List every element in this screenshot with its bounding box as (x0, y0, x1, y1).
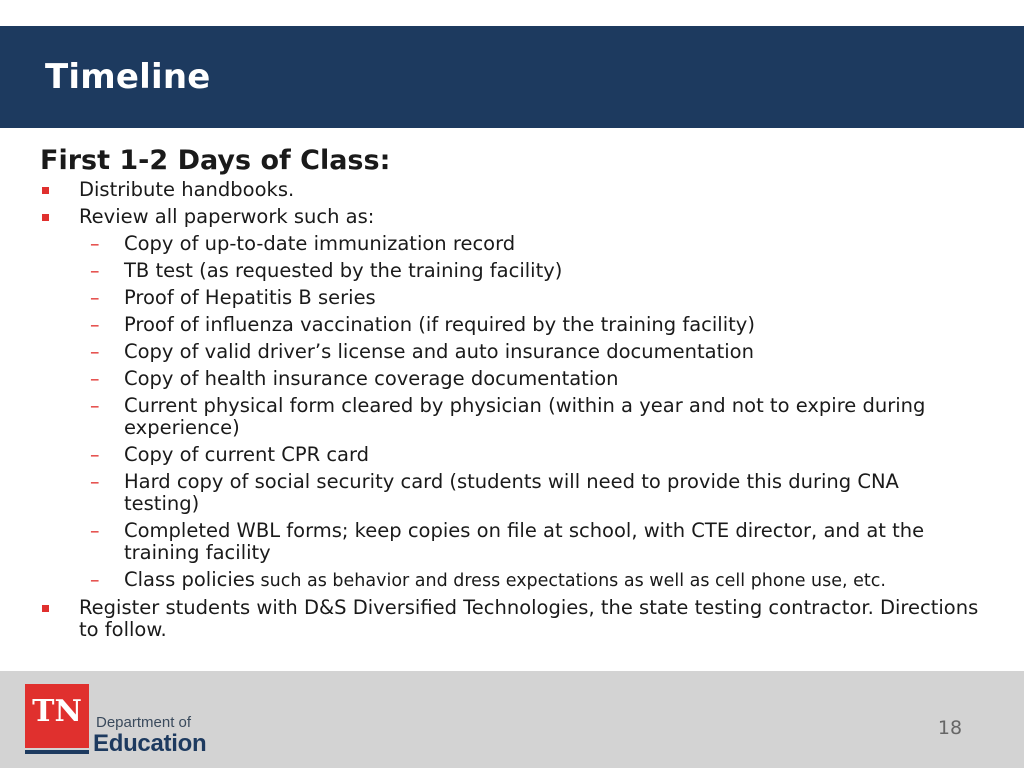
sub-item (40, 233, 980, 255)
tn-department-of-education-logo (25, 684, 215, 760)
sub-item-text-rest: such as behavior and dress expectations as well as cell phone use, etc. (254, 571, 886, 591)
dash-bullet-icon: – (90, 569, 100, 591)
tn-logo-text: TN (32, 694, 82, 729)
sub-item (40, 287, 980, 309)
square-bullet-icon (42, 605, 49, 612)
sub-item-text: Current physical form cleared by physician (within a year and not to expire during experience) (124, 394, 926, 439)
logo-department-text: Department of (96, 714, 192, 731)
sub-item-text: Copy of current CPR card (124, 443, 370, 466)
sub-item (40, 471, 980, 515)
page-number: 18 (937, 717, 963, 739)
sub-item (40, 569, 980, 592)
sub-item (40, 368, 980, 390)
square-bullet-icon (42, 187, 49, 194)
sub-item (40, 260, 980, 282)
dash-bullet-icon: – (90, 471, 100, 493)
dash-bullet-icon: – (90, 260, 100, 282)
bullet-item (40, 597, 980, 641)
sub-item-text: Completed WBL forms; keep copies on file at school, with CTE director, and at the training facility (124, 519, 925, 564)
dash-bullet-icon: – (90, 287, 100, 309)
sub-item (40, 341, 980, 363)
sub-item-text: Proof of Hepatitis B series (124, 286, 376, 309)
dash-bullet-icon: – (90, 233, 100, 255)
sub-item-text: TB test (as requested by the training facility) (124, 259, 563, 282)
tn-logo-box (25, 684, 89, 748)
bullet-item (40, 179, 980, 201)
sub-item-text: Copy of up-to-date immunization record (124, 232, 516, 255)
sub-item-text-lead: Class policies (124, 568, 255, 591)
slide-content (40, 144, 980, 646)
sub-item (40, 395, 980, 439)
logo-underline (25, 750, 89, 754)
dash-bullet-icon: – (90, 341, 100, 363)
bullet-item (40, 206, 980, 228)
bullet-text: Distribute handbooks. (79, 178, 295, 201)
square-bullet-icon (42, 214, 49, 221)
slide-title: Timeline (45, 57, 211, 97)
dash-bullet-icon: – (90, 520, 100, 542)
dash-bullet-icon: – (90, 368, 100, 390)
dash-bullet-icon: – (90, 395, 100, 417)
sub-item-text: Copy of valid driver’s license and auto insurance documentation (124, 340, 754, 363)
sub-item (40, 520, 980, 564)
logo-education-text: Education (93, 730, 207, 757)
sub-item-text: Proof of influenza vaccination (if required by the training facility) (124, 313, 755, 336)
sub-item (40, 444, 980, 466)
dash-bullet-icon: – (90, 444, 100, 466)
bullet-text: Register students with D&S Diversified Technologies, the state testing contractor. Directions to follow. (79, 596, 979, 641)
sub-item-text: Copy of health insurance coverage documentation (124, 367, 619, 390)
bullet-text: Review all paperwork such as: (79, 205, 375, 228)
sub-item (40, 314, 980, 336)
dash-bullet-icon: – (90, 314, 100, 336)
sub-item-text: Hard copy of social security card (students will need to provide this during CNA testing) (124, 470, 899, 515)
section-heading: First 1-2 Days of Class: (40, 145, 391, 176)
